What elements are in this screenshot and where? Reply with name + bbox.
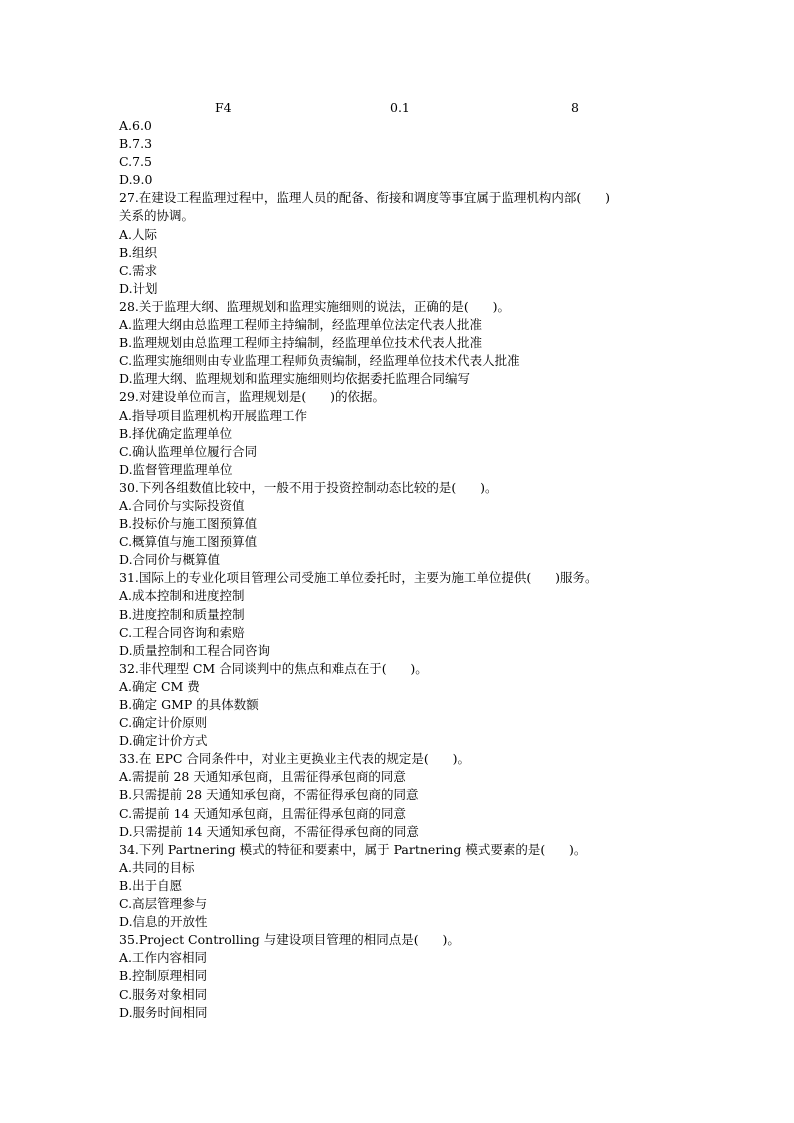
table-cell: F4 <box>215 100 232 115</box>
option-line: B.出于自愿 <box>119 877 183 893</box>
question-text: 33.在 EPC 合同条件中，对业主更换业主代表的规定是( )。 <box>119 751 471 767</box>
question-text: 32.非代理型 CM 合同谈判中的焦点和难点在于( )。 <box>119 660 428 676</box>
option-line: A.监理大纲由总监理工程师主持编制，经监理单位法定代表人批准 <box>119 317 483 333</box>
option-line: C.工程合同咨询和索赔 <box>119 624 245 640</box>
option-line: A.6.0 <box>119 118 152 133</box>
question-text: 31.国际上的专业化项目管理公司受施工单位委托时，主要为施工单位提供( )服务。 <box>119 570 598 586</box>
option-line: B.组织 <box>119 244 158 260</box>
option-line: D.只需提前 14 天通知承包商，不需征得承包商的同意 <box>119 823 419 839</box>
option-line: C.监理实施细则由专业监理工程师负责编制，经监理单位技术代表人批准 <box>119 353 520 369</box>
option-line: C.高层管理参与 <box>119 896 208 912</box>
question-text: 35.Project Controlling 与建设项目管理的相同点是( )。 <box>119 932 460 948</box>
option-line: D.信息的开放性 <box>119 914 208 930</box>
option-line: A.共同的目标 <box>119 859 195 875</box>
question-text: 34.下列 Partnering 模式的特征和要素中，属于 Partnering 模式要素的是( )。 <box>119 841 587 857</box>
option-line: C.需求 <box>119 262 158 278</box>
option-line: D.监督管理监理单位 <box>119 461 233 477</box>
option-line: A.合同价与实际投资值 <box>119 497 245 513</box>
option-line: B.投标价与施工图预算值 <box>119 516 258 532</box>
option-line: C.确认监理单位履行合同 <box>119 443 258 459</box>
question-text: 30.下列各组数值比较中，一般不用于投资控制动态比较的是( )。 <box>119 479 498 495</box>
option-line: A.确定 CM 费 <box>119 678 200 694</box>
option-line: C.概算值与施工图预算值 <box>119 534 258 550</box>
option-line: D.监理大纲、监理规划和监理实施细则均依据委托监理合同编写 <box>119 371 471 387</box>
question-text: 29.对建设单位而言，监理规划是( )的依据。 <box>119 389 385 405</box>
option-line: D.确定计价方式 <box>119 733 208 749</box>
option-line: B.进度控制和质量控制 <box>119 606 245 622</box>
option-line: D.合同价与概算值 <box>119 552 221 568</box>
option-line: A.成本控制和进度控制 <box>119 588 245 604</box>
question-text: 28.关于监理大纲、监理规划和监理实施细则的说法，正确的是( )。 <box>119 298 510 314</box>
table-row <box>0 99 794 117</box>
option-line: C.7.5 <box>119 154 152 170</box>
option-line: C.服务对象相同 <box>119 986 208 1002</box>
option-line: B.只需提前 28 天通知承包商，不需征得承包商的同意 <box>119 787 419 803</box>
option-line: A.指导项目监理机构开展监理工作 <box>119 407 308 423</box>
option-line: D.质量控制和工程合同咨询 <box>119 642 271 658</box>
option-line: B.择优确定监理单位 <box>119 425 233 441</box>
option-line: D.9.0 <box>119 172 153 188</box>
option-line: B.确定 GMP 的具体数额 <box>119 697 259 712</box>
option-line: D.服务时间相同 <box>119 1004 208 1020</box>
table-cell: 8 <box>571 100 579 115</box>
table-cell: 0.1 <box>390 100 410 115</box>
option-line: C.需提前 14 天通知承包商，且需征得承包商的同意 <box>119 805 406 821</box>
option-line: C.确定计价原则 <box>119 715 208 731</box>
question-text: 27.在建设工程监理过程中，监理人员的配备、衔接和调度等事宜属于监理机构内部( ) <box>119 190 610 206</box>
question-list <box>119 117 679 1022</box>
option-line: A.需提前 28 天通知承包商，且需征得承包商的同意 <box>119 769 406 785</box>
option-line: B.控制原理相同 <box>119 968 208 984</box>
option-line: A.人际 <box>119 226 158 242</box>
option-line: A.工作内容相同 <box>119 950 208 966</box>
option-line: D.计划 <box>119 280 158 296</box>
question-text: 关系的协调。 <box>119 208 195 224</box>
option-line: B.监理规划由总监理工程师主持编制，经监理单位技术代表人批准 <box>119 335 483 351</box>
option-line: B.7.3 <box>119 136 153 152</box>
